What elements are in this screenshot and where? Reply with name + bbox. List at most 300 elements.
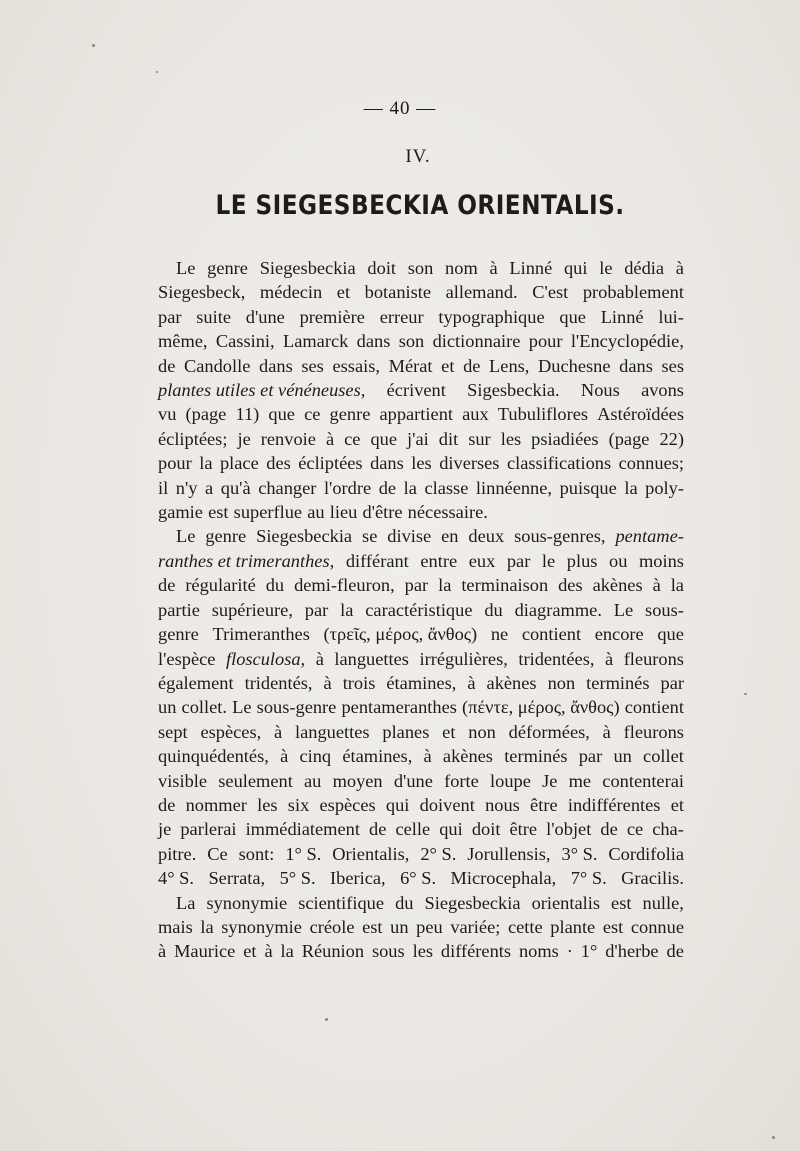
word: divise <box>387 526 432 547</box>
word: n'y <box>175 477 198 498</box>
chapter-title: LE SIEGESBECKIA ORIENTALIS. <box>215 190 625 221</box>
word: psiadiées <box>531 428 599 449</box>
word: d'une <box>245 306 285 327</box>
body-text <box>158 256 684 964</box>
word: Tubuliflores <box>497 404 589 425</box>
word: Le <box>176 526 196 547</box>
word: entre <box>420 550 458 571</box>
word: 1° <box>580 941 598 962</box>
text-line <box>158 769 684 793</box>
word: Linné <box>509 258 553 278</box>
text-line <box>158 573 684 597</box>
word: par <box>660 672 684 693</box>
word: irrégulières, <box>419 648 508 669</box>
word: de <box>378 477 397 498</box>
word: genre <box>158 624 199 645</box>
word: qui <box>563 258 588 278</box>
word: akènes <box>486 672 537 693</box>
word: ce <box>344 428 361 449</box>
text-line <box>158 915 684 939</box>
paper-speck <box>156 71 158 73</box>
word: synonymie <box>221 916 302 937</box>
word: la <box>199 453 213 474</box>
word: nommer <box>185 794 247 815</box>
word: à <box>675 258 684 278</box>
word: être <box>509 819 538 840</box>
text-line <box>158 354 684 378</box>
word: Siegesbeckia <box>424 892 521 913</box>
text-line <box>158 695 684 719</box>
word: forte <box>444 770 479 791</box>
word: même, <box>158 331 208 352</box>
word: à <box>274 721 283 742</box>
word: ses <box>301 355 324 376</box>
word: l'Encyclopédie, <box>570 331 684 352</box>
word: fleurons <box>623 721 684 742</box>
word: Le <box>232 697 252 718</box>
word: linnéenne, <box>475 477 553 498</box>
word: des <box>558 575 583 596</box>
text-line <box>158 402 684 426</box>
text-line <box>158 500 684 524</box>
word: il <box>158 477 169 498</box>
word: médecin <box>259 282 323 303</box>
word: immédiatement <box>245 819 360 840</box>
word: les <box>500 428 522 449</box>
word: indifférentes <box>567 794 661 815</box>
word: six <box>287 794 310 815</box>
text-line <box>158 280 684 304</box>
word: La <box>176 892 196 913</box>
word: et <box>442 721 456 742</box>
word: quinquédentés, <box>158 746 269 767</box>
word: de <box>158 794 176 815</box>
word: plus <box>566 550 598 571</box>
word: avons <box>641 380 684 401</box>
word: et <box>336 282 351 303</box>
word: qu'à <box>220 477 251 498</box>
word: dictionnaire <box>432 331 521 352</box>
word: espèces, <box>200 721 262 742</box>
word: (τρεῖς, μέρος, ἄνθος) <box>323 624 478 645</box>
text-line <box>158 793 684 817</box>
word: à <box>315 648 324 669</box>
word: genre <box>329 404 371 425</box>
word: la <box>670 575 684 596</box>
word: place <box>219 453 259 474</box>
word: la <box>438 575 452 596</box>
word: 6° S. <box>400 868 437 889</box>
word: suite <box>196 306 231 327</box>
word: ne <box>490 624 509 645</box>
word: je <box>237 428 251 449</box>
word: que <box>657 624 684 645</box>
word: synonymie <box>206 892 288 913</box>
word: déformées, <box>508 721 590 742</box>
word: et <box>243 941 257 962</box>
word: cha- <box>652 819 684 840</box>
word: collet <box>643 746 684 767</box>
word: doit <box>367 258 397 278</box>
word: collet. <box>181 697 227 718</box>
word: 3° S. <box>561 843 598 864</box>
word: tridentés, <box>244 672 313 693</box>
word: 5° S. <box>279 868 316 889</box>
word: à <box>652 575 661 596</box>
word: créole <box>309 916 355 937</box>
word: contenterai <box>602 770 684 791</box>
word: la <box>340 599 354 620</box>
word: akènes <box>592 575 643 596</box>
word: la <box>280 941 294 962</box>
word: eux <box>468 550 496 571</box>
word: mais <box>158 916 193 937</box>
word: connue <box>630 916 684 937</box>
word: contient <box>521 624 582 645</box>
word: sous-genre <box>256 697 337 718</box>
word: dédia <box>624 258 665 278</box>
word: pitre. <box>158 843 197 864</box>
word: être <box>530 794 558 815</box>
word: vu <box>158 404 177 425</box>
word: un <box>613 746 632 767</box>
word: de <box>666 941 684 962</box>
word: de <box>158 355 176 376</box>
word: renvoie <box>260 428 316 449</box>
text-line <box>158 647 684 671</box>
word: 4° S. <box>158 868 194 889</box>
word: du <box>265 575 285 596</box>
text-line <box>158 891 684 915</box>
word: qui <box>385 794 410 815</box>
word: 7° S. <box>570 868 607 889</box>
word: flosculosa, <box>225 648 306 669</box>
word: 1° S. <box>285 843 322 864</box>
word: orientalis <box>531 892 600 913</box>
word: sous-genres, <box>514 526 606 547</box>
text-line <box>158 866 684 890</box>
text-line <box>158 329 684 353</box>
word: plante <box>550 916 596 937</box>
word: sous <box>371 941 405 962</box>
word: la <box>624 477 638 498</box>
word: dit <box>438 428 459 449</box>
word: ce <box>626 819 644 840</box>
word: lui- <box>658 306 684 327</box>
text-line <box>158 939 684 963</box>
word: probablement <box>582 282 684 303</box>
word: scientifique <box>298 892 385 913</box>
word: pour <box>158 453 192 474</box>
word: Cassini, <box>215 331 275 352</box>
word: classe <box>424 477 469 498</box>
word: à <box>280 746 289 767</box>
word: à <box>467 672 476 693</box>
paper-speck <box>92 44 95 47</box>
word: que <box>268 404 295 425</box>
word: le <box>541 550 556 571</box>
word: Nous <box>580 380 620 401</box>
text-line <box>158 549 684 573</box>
word: doit <box>471 819 501 840</box>
word: demi-fleuron, <box>294 575 395 596</box>
word: du <box>395 892 414 913</box>
word: dans <box>356 331 391 352</box>
word: que <box>559 306 586 327</box>
text-line <box>158 427 684 451</box>
word: superflue <box>233 502 303 523</box>
word: (πέντε, μέρος, ἄνθος) <box>462 697 620 718</box>
word: poly- <box>645 477 684 498</box>
word: à <box>325 428 335 449</box>
word: a <box>205 477 214 498</box>
word: l'espèce <box>158 648 216 669</box>
word: Je <box>542 770 558 791</box>
word: encore <box>594 624 644 645</box>
text-line <box>158 842 684 866</box>
word: ou <box>609 550 628 571</box>
word: lieu <box>329 502 358 523</box>
word: 2° S. <box>420 843 457 864</box>
word: régularité <box>185 575 256 596</box>
word: différant <box>345 550 409 571</box>
word: est <box>208 502 229 523</box>
word: diagramme. <box>514 599 602 620</box>
word: un <box>390 916 409 937</box>
word: un <box>158 697 177 718</box>
word: au <box>304 770 322 791</box>
word: nécessaire. <box>407 502 488 523</box>
text-line <box>158 744 684 768</box>
word: fleurons <box>623 648 684 669</box>
text-line <box>158 524 684 548</box>
word: pour <box>528 331 563 352</box>
word: l'objet <box>546 819 592 840</box>
word: à <box>423 746 432 767</box>
word: moins <box>639 550 684 571</box>
paper-speck <box>325 1018 328 1021</box>
word: ranthes et trimeranthes, <box>158 550 335 571</box>
text-line <box>158 378 684 402</box>
word: Serrata, <box>208 868 266 889</box>
word: sont: <box>238 843 275 864</box>
word: gamie <box>158 502 203 523</box>
word: d'herbe <box>605 941 659 962</box>
word: à <box>323 672 332 693</box>
word: essais, <box>332 355 380 376</box>
word: Maurice <box>174 941 236 962</box>
word: pentameranthes <box>341 697 457 718</box>
word: Trimeranthes <box>212 624 310 645</box>
word: · <box>566 941 573 962</box>
word: de <box>463 355 481 376</box>
word: Candolle <box>183 355 251 376</box>
word: 11) <box>235 404 260 425</box>
word: Duchesne <box>538 355 611 376</box>
word: ce <box>304 404 321 425</box>
word: loupe <box>490 770 531 791</box>
word: je <box>158 819 172 840</box>
word: d'une <box>393 770 433 791</box>
word: plantes utiles et vénéneuses, <box>158 380 366 401</box>
word: terminaison <box>461 575 549 596</box>
word: ses <box>661 355 684 376</box>
word: d'être <box>362 502 403 523</box>
word: étamines, <box>342 746 413 767</box>
text-line <box>158 598 684 622</box>
word: les <box>411 453 432 474</box>
word: son <box>407 258 434 278</box>
word: l'ordre <box>323 477 372 498</box>
word: dans <box>619 355 653 376</box>
word: diverses <box>439 453 500 474</box>
word: dans <box>370 453 404 474</box>
word: genre <box>207 258 248 278</box>
word: nom <box>445 258 478 278</box>
word: puisque <box>559 477 617 498</box>
word: sur <box>468 428 491 449</box>
text-line <box>158 451 684 475</box>
word: peu <box>416 916 443 937</box>
word: se <box>362 526 378 547</box>
word: à <box>602 721 611 742</box>
word: terminés <box>504 746 568 767</box>
text-line <box>158 817 684 841</box>
word: est <box>611 892 632 913</box>
word: Siegesbeck, <box>158 282 246 303</box>
word: pentame- <box>615 526 684 547</box>
word: languettes <box>334 648 409 669</box>
word: seulement <box>218 770 293 791</box>
word: cinq <box>299 746 332 767</box>
word: écliptées; <box>158 428 228 449</box>
word: Sigesbeckia. <box>467 380 560 401</box>
word: sous- <box>645 599 684 620</box>
word: de <box>158 575 176 596</box>
word: botaniste <box>364 282 432 303</box>
word: à <box>264 941 273 962</box>
text-line <box>158 305 684 329</box>
word: parlerai <box>180 819 237 840</box>
word: écliptées <box>298 453 363 474</box>
word: qui <box>439 819 463 840</box>
word: classifications <box>506 453 612 474</box>
word: nous <box>485 794 520 815</box>
word: Lens, <box>489 355 530 376</box>
word: nulle, <box>642 892 684 913</box>
text-line <box>158 622 684 646</box>
page-number: — 40 — <box>363 98 437 119</box>
text-line <box>158 720 684 744</box>
word: doivent <box>419 794 475 815</box>
word: à <box>158 941 167 962</box>
word: me <box>568 770 592 791</box>
word: Le <box>613 599 634 620</box>
word: C'est <box>532 282 569 303</box>
word: Cordifolia <box>608 843 684 864</box>
word: à <box>489 258 498 278</box>
word: espèces <box>319 794 376 815</box>
word: Gracilis. <box>621 868 684 889</box>
word: changer <box>258 477 317 498</box>
word: Siegesbeckia <box>259 258 356 278</box>
word: trois <box>342 672 376 693</box>
word: partie <box>158 599 200 620</box>
word: sept <box>158 721 188 742</box>
word: celle <box>395 819 431 840</box>
word: le <box>599 258 613 278</box>
word: par <box>304 599 329 620</box>
paper-speck <box>744 693 747 695</box>
word: du <box>484 599 503 620</box>
word: dans <box>259 355 293 376</box>
word: Réunion <box>301 941 365 962</box>
word: de <box>600 819 618 840</box>
word: est <box>362 916 383 937</box>
word: également <box>158 672 234 693</box>
word: caractéristique <box>365 599 473 620</box>
word: non <box>468 721 496 742</box>
word: j'ai <box>407 428 429 449</box>
word: Microcephala, <box>450 868 557 889</box>
word: Jorullensis, <box>467 843 551 864</box>
word: différents <box>440 941 512 962</box>
word: typographique <box>438 306 545 327</box>
word: planes <box>382 721 430 742</box>
text-line <box>158 476 684 500</box>
word: par <box>404 575 429 596</box>
word: terminés <box>586 672 650 693</box>
word: Le <box>176 258 196 278</box>
word: son <box>398 331 425 352</box>
paper-speck <box>772 1136 775 1139</box>
word: et <box>441 355 455 376</box>
word: première <box>299 306 365 327</box>
word: des <box>266 453 291 474</box>
word: Siegesbeckia <box>256 526 353 547</box>
word: aux <box>462 404 489 425</box>
word: Ce <box>207 843 228 864</box>
word: les <box>412 941 434 962</box>
word: Mérat <box>388 355 433 376</box>
word: Astéroïdées <box>597 404 684 425</box>
word: par <box>158 306 182 327</box>
word: genre <box>205 526 247 547</box>
word: Lamarck <box>282 331 349 352</box>
word: écrivent <box>386 380 446 401</box>
word: de <box>369 819 387 840</box>
text-line <box>158 256 684 280</box>
word: appartient <box>379 404 453 425</box>
word: la <box>200 916 214 937</box>
word: moyen <box>332 770 383 791</box>
word: variée; <box>450 916 501 937</box>
word: noms <box>518 941 559 962</box>
word: les <box>257 794 278 815</box>
word: par <box>578 746 603 767</box>
word: étamines, <box>386 672 457 693</box>
word: tridentées, <box>518 648 595 669</box>
chapter-number: IV. <box>405 146 431 167</box>
word: en <box>441 526 459 547</box>
word: au <box>307 502 325 523</box>
word: allemand. <box>445 282 518 303</box>
word: (page <box>185 404 227 425</box>
word: connues; <box>618 453 684 474</box>
word: erreur <box>379 306 424 327</box>
word: non <box>547 672 576 693</box>
text-line <box>158 671 684 695</box>
